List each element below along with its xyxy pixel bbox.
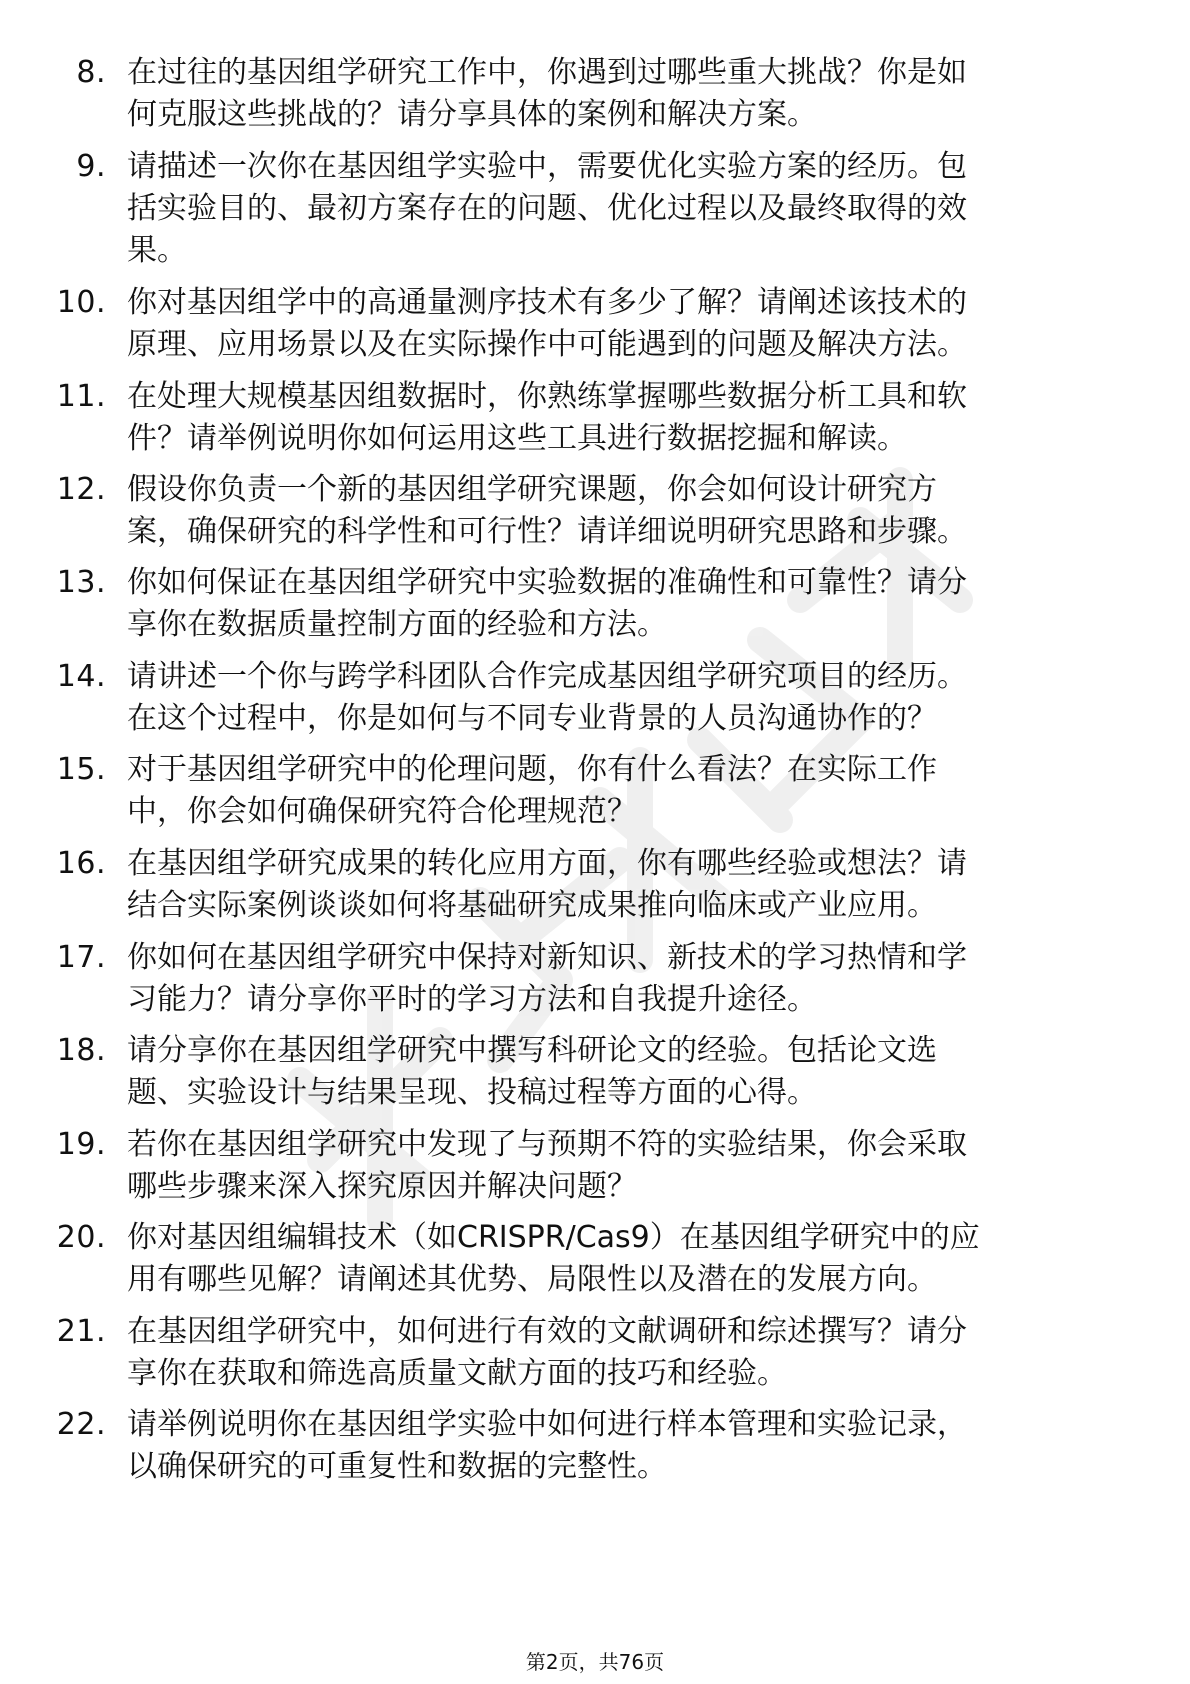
question-line: 中，你会如何确保研究符合伦理规范？ bbox=[127, 794, 637, 829]
question-text bbox=[127, 376, 1137, 460]
question-number: 16. bbox=[56, 846, 106, 881]
question-number: 17. bbox=[56, 940, 106, 975]
question-text bbox=[127, 1124, 1137, 1208]
question-number: 12. bbox=[56, 472, 106, 507]
question-line: 哪些步骤来深入探究原因并解决问题？ bbox=[127, 1169, 637, 1204]
question-text bbox=[127, 1311, 1137, 1395]
question-line: 括实验目的、最初方案存在的问题、优化过程以及最终取得的效 bbox=[127, 191, 967, 226]
question-text bbox=[127, 1217, 1137, 1301]
question-number: 20. bbox=[56, 1220, 106, 1255]
question-text bbox=[127, 562, 1137, 646]
question-line: 在这个过程中，你是如何与不同专业背景的人员沟通协作的？ bbox=[127, 701, 937, 736]
question-text bbox=[127, 1030, 1137, 1114]
question-number: 15. bbox=[56, 752, 106, 787]
question-number: 8. bbox=[76, 55, 106, 90]
question-text bbox=[127, 282, 1137, 366]
question-line: 结合实际案例谈谈如何将基础研究成果推向临床或产业应用。 bbox=[127, 888, 937, 923]
question-text bbox=[127, 469, 1137, 553]
question-text bbox=[127, 749, 1137, 833]
question-line: 你对基因组编辑技术（如CRISPR/Cas9）在基因组学研究中的应 bbox=[127, 1220, 980, 1255]
question-number: 19. bbox=[56, 1127, 106, 1162]
question-line: 习能力？请分享你平时的学习方法和自我提升途径。 bbox=[127, 982, 817, 1017]
question-line: 请分享你在基因组学研究中撰写科研论文的经验。包括论文选 bbox=[127, 1033, 937, 1068]
question-number: 9. bbox=[76, 149, 106, 184]
question-line: 假设你负责一个新的基因组学研究课题，你会如何设计研究方 bbox=[127, 472, 937, 507]
question-line: 你对基因组学中的高通量测序技术有多少了解？请阐述该技术的 bbox=[127, 285, 967, 320]
question-text bbox=[127, 843, 1137, 927]
question-text bbox=[127, 937, 1137, 1021]
question-number: 21. bbox=[56, 1314, 106, 1349]
question-line: 题、实验设计与结果呈现、投稿过程等方面的心得。 bbox=[127, 1075, 817, 1110]
question-text bbox=[127, 1404, 1137, 1488]
question-line: 何克服这些挑战的？请分享具体的案例和解决方案。 bbox=[127, 97, 817, 132]
question-line: 以确保研究的可重复性和数据的完整性。 bbox=[127, 1449, 667, 1484]
question-line: 用有哪些见解？请阐述其优势、局限性以及潜在的发展方向。 bbox=[127, 1262, 937, 1297]
question-number: 14. bbox=[56, 659, 106, 694]
question-text bbox=[127, 146, 1137, 272]
question-number: 11. bbox=[56, 379, 106, 414]
question-line: 原理、应用场景以及在实际操作中可能遇到的问题及解决方法。 bbox=[127, 327, 967, 362]
question-line: 在基因组学研究中，如何进行有效的文献调研和综述撰写？请分 bbox=[127, 1314, 967, 1349]
question-number: 10. bbox=[56, 285, 106, 320]
question-line: 果。 bbox=[127, 233, 187, 268]
question-number: 13. bbox=[56, 565, 106, 600]
question-text bbox=[127, 52, 1137, 136]
question-line: 在基因组学研究成果的转化应用方面，你有哪些经验或想法？请 bbox=[127, 846, 967, 881]
question-line: 请举例说明你在基因组学实验中如何进行样本管理和实验记录， bbox=[127, 1407, 967, 1442]
question-line: 享你在数据质量控制方面的经验和方法。 bbox=[127, 607, 667, 642]
question-line: 请描述一次你在基因组学实验中，需要优化实验方案的经历。包 bbox=[127, 149, 967, 184]
question-line: 在处理大规模基因组数据时，你熟练掌握哪些数据分析工具和软 bbox=[127, 379, 967, 414]
question-line: 请讲述一个你与跨学科团队合作完成基因组学研究项目的经历。 bbox=[127, 659, 967, 694]
question-line: 案，确保研究的科学性和可行性？请详细说明研究思路和步骤。 bbox=[127, 514, 967, 549]
question-line: 在过往的基因组学研究工作中，你遇到过哪些重大挑战？你是如 bbox=[127, 55, 967, 90]
question-line: 对于基因组学研究中的伦理问题，你有什么看法？在实际工作 bbox=[127, 752, 937, 787]
question-text bbox=[127, 656, 1137, 740]
page-footer: 第2页，共76页 bbox=[525, 1650, 665, 1674]
question-number: 22. bbox=[56, 1407, 106, 1442]
question-number: 18. bbox=[56, 1033, 106, 1068]
question-line: 享你在获取和筛选高质量文献方面的技巧和经验。 bbox=[127, 1356, 787, 1391]
question-line: 你如何在基因组学研究中保持对新知识、新技术的学习热情和学 bbox=[127, 940, 967, 975]
question-line: 件？请举例说明你如何运用这些工具进行数据挖掘和解读。 bbox=[127, 421, 907, 456]
question-line: 若你在基因组学研究中发现了与预期不符的实验结果，你会采取 bbox=[127, 1127, 967, 1162]
question-line: 你如何保证在基因组学研究中实验数据的准确性和可靠性？请分 bbox=[127, 565, 967, 600]
